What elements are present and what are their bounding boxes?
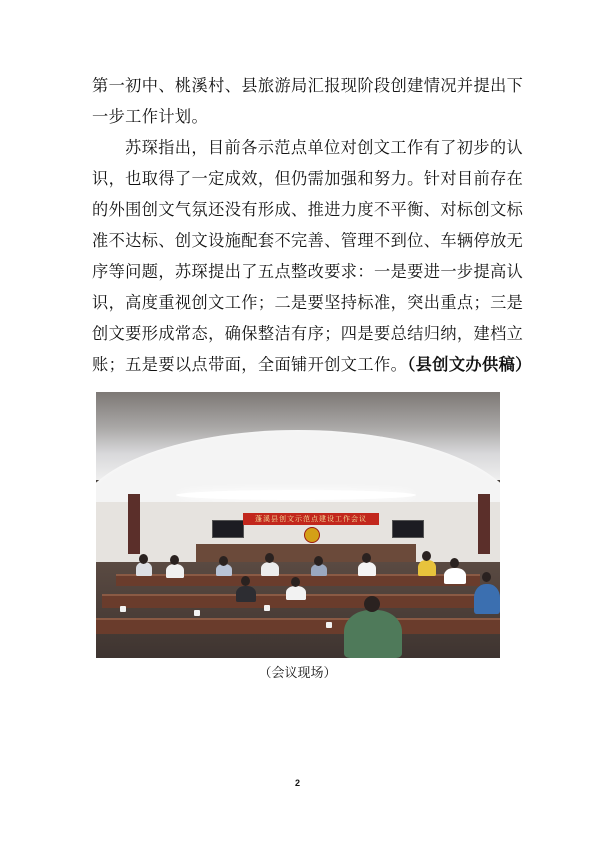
display-screen (392, 520, 424, 538)
attendee-head (482, 572, 491, 582)
body-line: 识，高度重视创文工作；二是要坚持标准，突出重点；三是 (92, 293, 524, 312)
body-line: 创文要形成常态，确保整洁有序；四是要总结归纳，建档立 (92, 324, 524, 343)
attendee-head (422, 551, 431, 561)
body-line (92, 349, 532, 380)
stage-banner: 蓬溪县创文示范点建设工作会议 (243, 513, 379, 525)
wall-panel (128, 494, 140, 554)
attendee (286, 586, 306, 600)
tea-cup (194, 610, 200, 616)
body-line: 第一初中、桃溪村、县旅游局汇报现阶段创建情况并提出下 (92, 76, 524, 95)
attendee-head (139, 554, 148, 564)
attendee-head (265, 553, 274, 563)
attendee-head (450, 558, 459, 568)
body-line: 苏琛指出，目前各示范点单位对创文工作有了初步的认 (125, 138, 524, 157)
body-line: 准不达标、创文设施配套不完善、管理不到位、车辆停放无 (92, 231, 524, 250)
body-line: 序等问题，苏琛提出了五点整改要求：一是要进一步提高认 (92, 262, 524, 281)
attendee-head (241, 576, 250, 586)
attendee (166, 564, 184, 578)
body-line: 一步工作计划。 (92, 107, 209, 126)
body-line: 的外围创文气氛还没有形成、推进力度不平衡、对标创文标 (92, 200, 524, 219)
tea-cup (120, 606, 126, 612)
tea-cup (264, 605, 270, 611)
meeting-photo (96, 392, 500, 658)
body-line: 识，也取得了一定成效，但仍需加强和努力。针对目前存在 (92, 169, 524, 188)
attendee (344, 610, 402, 658)
article-body (92, 70, 532, 380)
ceiling-light (176, 490, 416, 500)
attendee-head (364, 596, 380, 612)
attendee (136, 562, 152, 576)
stage (196, 544, 416, 564)
display-screen (212, 520, 244, 538)
page-number: 2 (294, 778, 300, 788)
attendee (358, 562, 376, 576)
body-line-text: 账；五是要以点带面，全面铺开创文工作。 (92, 355, 408, 374)
attendee-head (170, 555, 179, 565)
attendee (236, 586, 256, 602)
desk-row (96, 618, 500, 634)
attendee (444, 568, 466, 584)
source-note: （县创文办供稿） (407, 355, 532, 374)
national-emblem (304, 527, 320, 543)
attendee-head (219, 556, 228, 566)
attendee-head (291, 577, 300, 587)
tea-cup (326, 622, 332, 628)
attendee (474, 584, 500, 614)
attendee (418, 560, 436, 576)
attendee-head (362, 553, 371, 563)
attendee-head (314, 556, 323, 566)
wall-panel (478, 494, 490, 554)
attendee (261, 562, 279, 576)
photo-caption: （会议现场） (258, 666, 337, 681)
